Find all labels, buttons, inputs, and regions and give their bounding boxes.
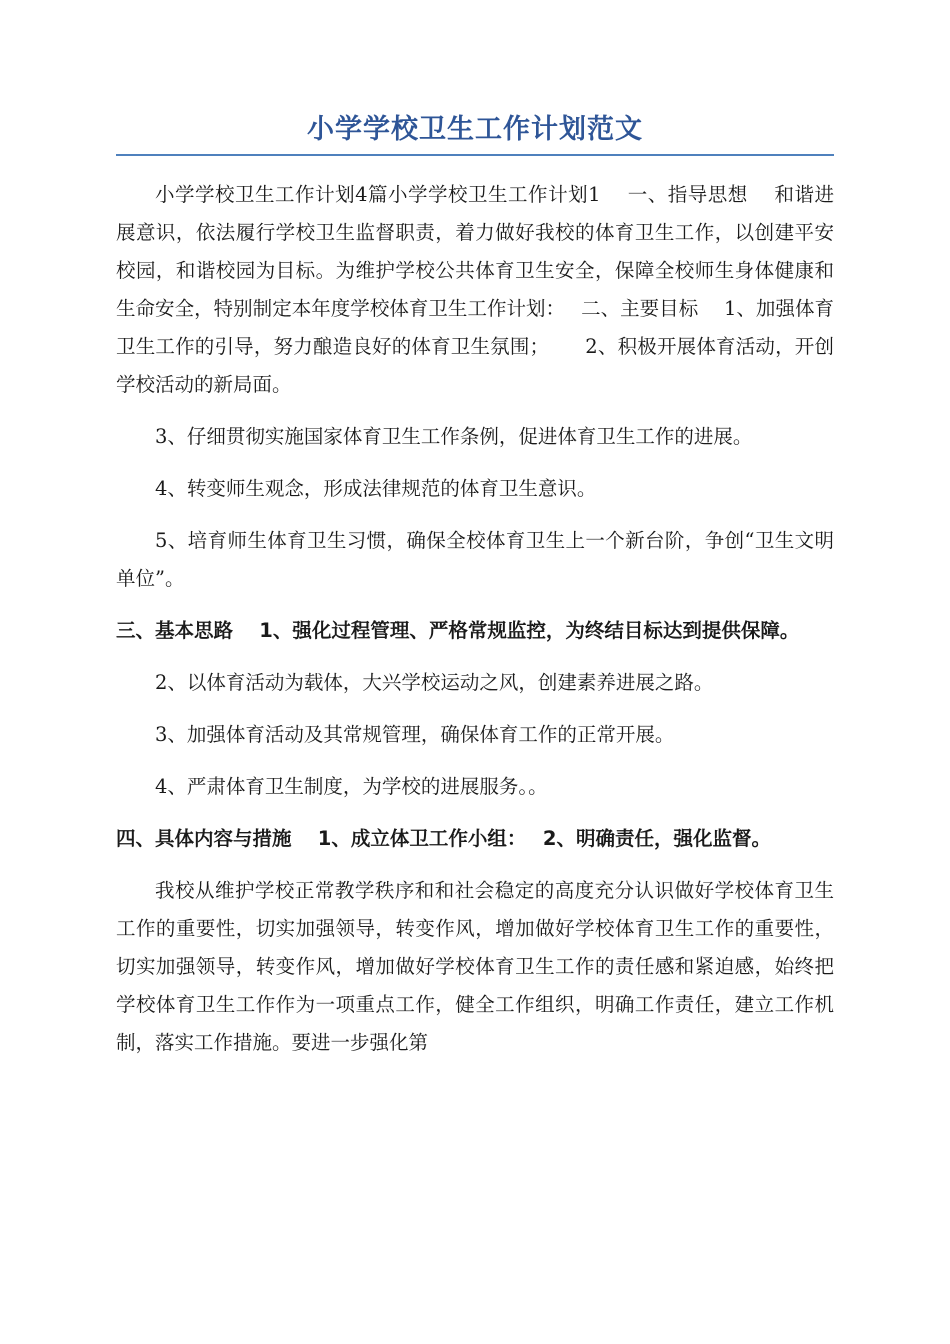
document-title: 小学学校卫生工作计划范文 [116, 108, 834, 156]
paragraph-item-5: 5、培育师生体育卫生习惯，确保全校体育卫生上一个新台阶，争创“卫生文明单位”。 [116, 529, 834, 590]
document-page [116, 108, 834, 1062]
paragraph-item-4: 4、转变师生观念，形成法律规范的体育卫生意识。 [155, 477, 597, 500]
section-heading-measures: 四、具体内容与措施 1、成立体卫工作小组： 2、明确责任，强化监督。 [116, 827, 771, 850]
section-heading-basic-approach: 三、基本思路 1、强化过程管理、严格常规监控，为终结目标达到提供保障。 [116, 619, 800, 642]
paragraph-item-3: 3、仔细贯彻实施国家体育卫生工作条例，促进体育卫生工作的进展。 [155, 425, 753, 448]
paragraph-approach-3: 3、加强体育活动及其常规管理，确保体育工作的正常开展。 [155, 723, 675, 746]
paragraph-measures-body: 我校从维护学校正常教学秩序和和社会稳定的高度充分认识做好学校体育卫生工作的重要性，切实加强领导，转变作风，增加做好学校体育卫生工作的重要性，切实加强领导，转变作风，增加做好学校体育卫生工作的责任感和紧迫感，始终把学校体育卫生工作作为一项重点工作，健全工作组织，明确工作责任，建立工作机制，落实工作措施。要进一步强化第 [116, 879, 834, 1054]
paragraph-intro: 小学学校卫生工作计划4篇小学学校卫生工作计划1 一、指导思想 和谐进展意识，依法履行学校卫生监督职责，着力做好我校的体育卫生工作，以创建平安校园，和谐校园为目标。为维护学校公共体育卫生安全，保障全校师生身体健康和生命安全，特别制定本年度学校体育卫生工作计划： 二、主要目标 1、加强体育卫生工作的引导，努力酿造良好的体育卫生氛围； 2、积极开展体育活动，开创学校活动的新局面。 [116, 183, 834, 396]
paragraph-approach-4: 4、严肃体育卫生制度，为学校的进展服务。。 [155, 775, 548, 798]
paragraph-approach-2: 2、以体育活动为载体，大兴学校运动之风，创建素养进展之路。 [155, 671, 714, 694]
